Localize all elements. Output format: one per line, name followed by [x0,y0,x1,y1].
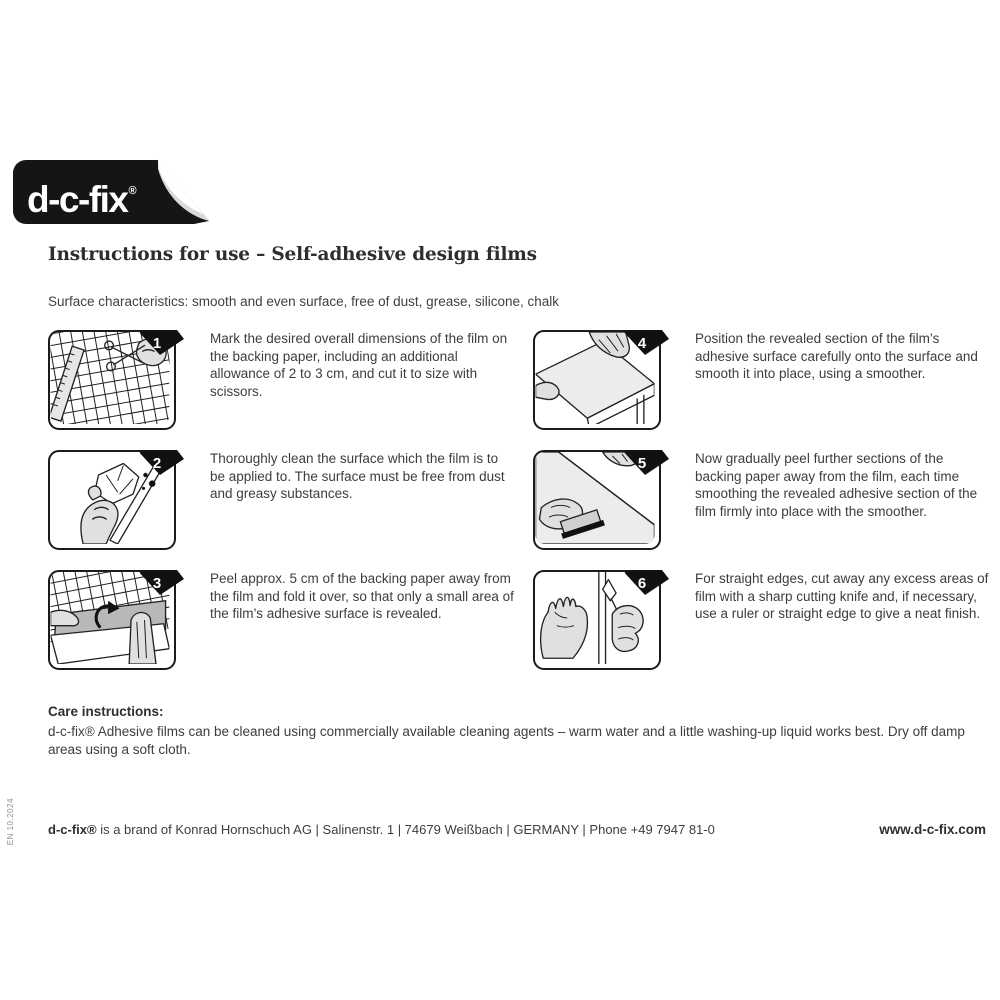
svg-text:4: 4 [637,335,647,352]
dcfix-logo [10,157,212,229]
step-6-text: For straight edges, cut away any excess areas of film with a sharp cutting knife and, if necessary, use a ruler or straight edge to give a neat finish. [695,571,989,621]
svg-text:2: 2 [152,455,162,472]
step-5-text: Now gradually peel further sections of the backing paper away from the film, each time smoothing the revealed adhesive section of the film firmly into place with the smoother. [695,451,978,519]
step-number-badge [622,330,670,358]
svg-text:6: 6 [637,575,647,592]
edition-note: EN 10.2024 [6,798,15,846]
step-4-text: Position the revealed section of the film’s adhesive surface carefully onto the surface and smooth it into place, using a smoother. [695,331,978,381]
registered-mark: ® [128,185,137,197]
footer-brand: d-c-fix® [48,822,97,837]
website-url: www.d-c-fix.com [879,822,986,837]
svg-text:3: 3 [152,575,162,592]
step-number-badge [137,330,185,358]
svg-text:5: 5 [637,455,647,472]
step-number-badge [622,570,670,598]
step-number-badge [622,450,670,478]
footer-company-info: is a brand of Konrad Hornschuch AG | Salinenstr. 1 | 74679 Weißbach | GERMANY | Phone +49 7947 81-0 [96,822,715,837]
position-film-illustration [533,330,661,430]
care-instructions-body: d-c-fix® Adhesive films can be cleaned using commercially available cleaning agents – warm water and a little washing-up liquid works best. Dry off damp areas using a soft cloth. [48,724,965,757]
page-title: Instructions for use – Self-adhesive design films [48,244,537,265]
company-footer [48,822,715,837]
surface-characteristics-note: Surface characteristics: smooth and even surface, free of dust, grease, silicone, chalk [48,294,560,309]
trim-edges-illustration [533,570,661,670]
step-3-text: Peel approx. 5 cm of the backing paper away from the film and fold it over, so that only a small area of the film’s adhesive surface is revealed. [210,571,514,621]
mark-and-cut-illustration [48,330,176,430]
smooth-film-illustration [533,450,661,550]
step-1-text: Mark the desired overall dimensions of the film on the backing paper, including an additional allowance of 2 to 3 cm, and cut it to size with scissors. [210,331,508,399]
step-2-text: Thoroughly clean the surface which the film is to be applied to. The surface must be free from dust and greasy substances. [210,451,505,501]
svg-text:1: 1 [152,335,162,352]
care-instructions-heading: Care instructions: [48,704,164,719]
step-number-badge [137,570,185,598]
dcfix-logo-text: d-c-fix® [27,179,137,220]
step-number-badge [137,450,185,478]
peel-backing-illustration [48,570,176,670]
clean-surface-illustration [48,450,176,550]
